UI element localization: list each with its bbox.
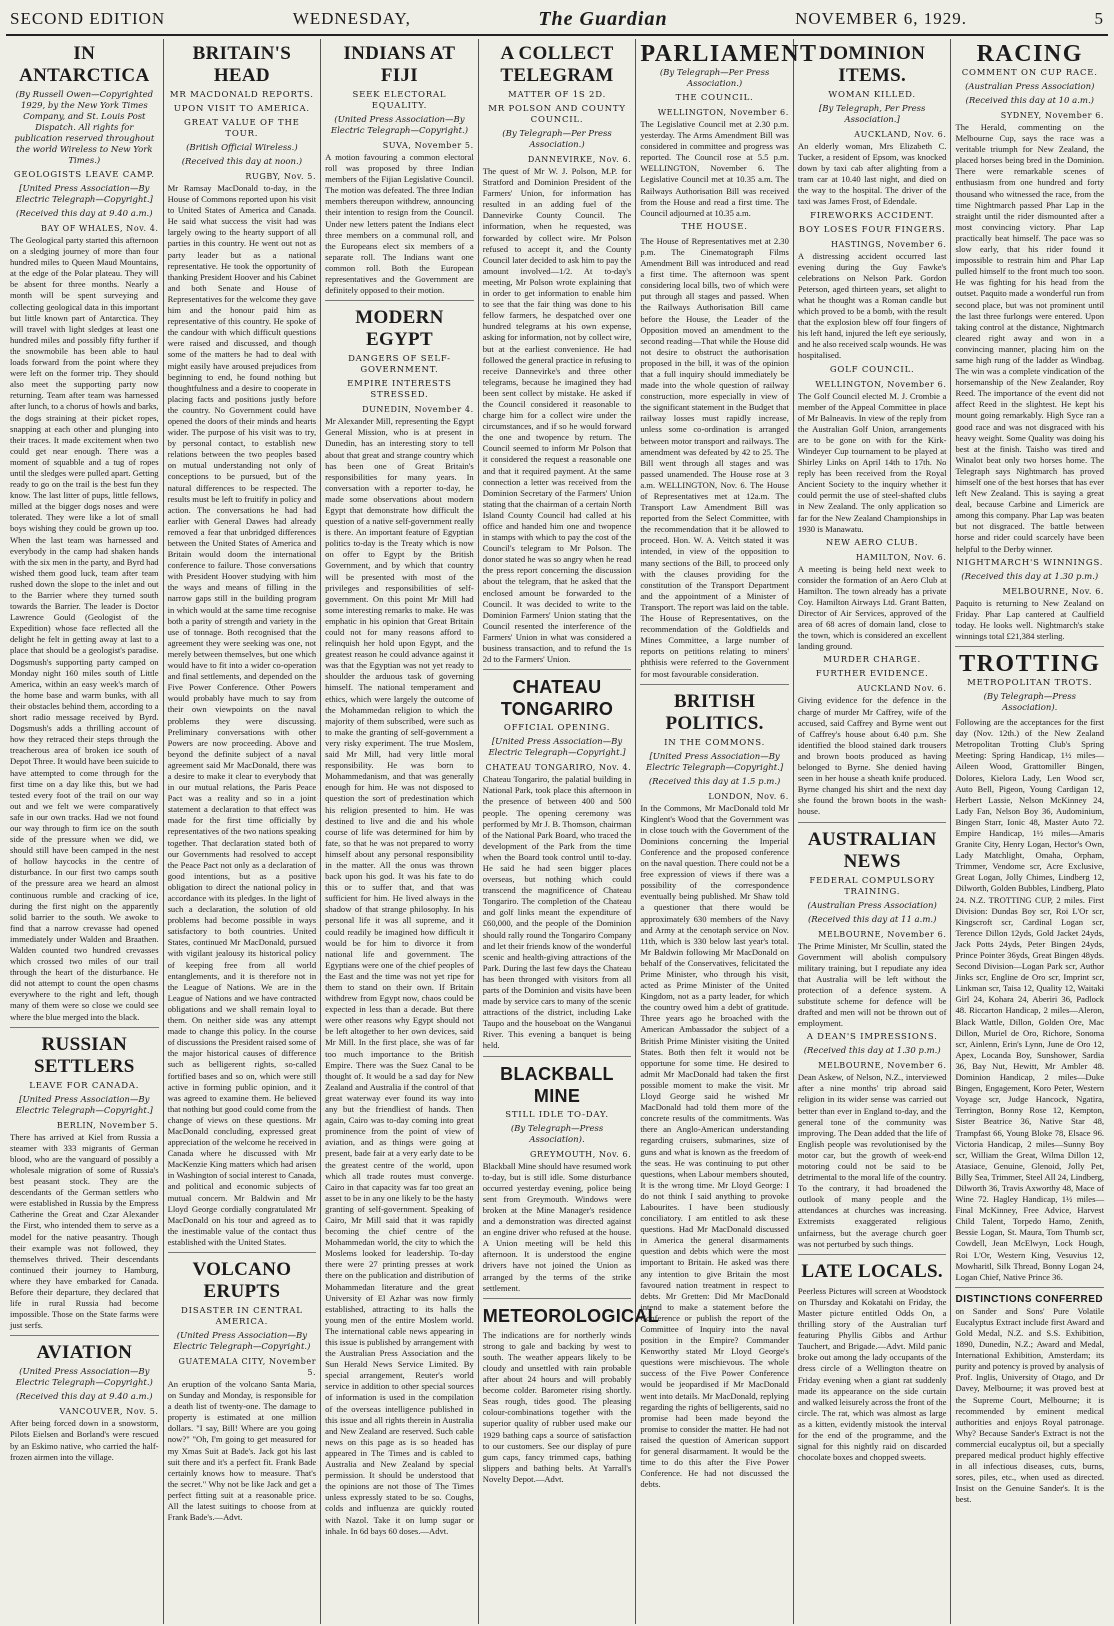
article-body: Peerless Pictures will screen at Woodstock on Thursday and Kokatahi on Friday, the Master picture entitled Odds On, a thrilling story of the Australian turf featuring Phyllis Gibbs and Arthur Tauchert, and Brigade.—Advt. Mild panic broke out among the lady occupants of the dress circle of a Wellington theatre on Friday evening when a giant rat suddenly made its appearance on the side curtain and walked leisurely across the front of the circle. The rat, which was almost as large as a kitten, evidently mistook the interval for the end of the programme, and the signal for this nightly raid on discarded chocolate boxes and chopped sweets. <box>797 1285 947 1463</box>
dateline: HASTINGS, November 6. <box>830 239 947 249</box>
subhead: MR POLSON AND COUNTY COUNCIL. <box>488 104 626 125</box>
columns <box>6 39 1108 1624</box>
page-number: 5 <box>1094 9 1104 28</box>
subhead: WOMAN KILLED. <box>828 90 916 100</box>
article-body: A distressing accident occurred last evening during the Guy Fawke's celebrations on Nelson Park. Gordon Peterson, aged thirteen years, set alight to what he thought was a Roman candle but which proved to be a bomb, with the result that the explosion blew off four fingers of his left hand, injured the left eye seriously, and he also received scalp wounds. He was hospitalised. <box>797 250 947 361</box>
credit: (By Telegraph—Per Press Association.) <box>659 68 770 89</box>
dateline: BAY OF WHALES, Nov. 4. <box>41 224 159 233</box>
article-body: Paquito is returning to New Zealand on Friday. Phar Lap cantered at Caulfield today. He looks well. Nightmarch's stake winnings total £21,384 sterling. <box>955 597 1105 641</box>
headline: AVIATION <box>36 1342 133 1364</box>
subhead: GREAT VALUE OF THE TOUR. <box>184 118 300 139</box>
received-line: (Received this day at 10 a.m.) <box>965 96 1094 106</box>
dateline: WELLINGTON, November 6. <box>815 379 947 389</box>
article-body: Following are the acceptances for the first day (Nov. 12th.) of the New Zealand Metropolitan Trotting Club's Spring Meeting: Spring Handicap, 1½ miles—Aileen Wood, Grattomiller Bingen, Dolores, Kielora Lady, Len Wood scr, Auto Bell, Pigeon, Young Cardigan 12, Herbert Lassie, Nelson McKinney 24, Lady Fan, Nelson Boy 36, Audominium, Bingen Starr, Ionic 48, Master Auto 72. Empire Handicap, 1½ miles—Amaris Granite City, Henry Logan, Hector's Own, Lady Matchlight, Omaha, Orpham, Trimmer, Vendome scr, Acre Exclusive, Great Logan, Jolly Chimes, Lindberg 12, Dilworth, Golden Bubbles, Lindberg, Plato 24. N.Z. TROTTING CUP, 2 miles. First Division: Dundas Boy scr, Roi L'Or scr, Kingscroft scr, Cardinal Logan scr, Terence Dillon 12yds, Gold Jacket 24yds, Jack Potts 24yds, Peter Bingen 24yds, Prince Pointer 36yds, Great Bingen 48yds. Second Division—Logan Park scr, Author Jinks scr, Engline de Oro scr, Imprint scr, Linkman scr, Taisa 12, Quality 12, Waitaki Girl 24, Kohara 24, Aberiri 36, Padlock 48. Riccarton Handicap, 2 miles—Aleron, Black Wattle, Dillon, Golden Ore, Mac Dillon, Muriel de Oro, Richore, Sonoma scr, Ainlenn, Erin's Lynn, June de Oro 12, Apex, Locanda Boy, Sunshower, Sardia 36, Bay Nut, Hewitt, Mr Ambler 48. Dominion Handicap, 2 miles—Duke Bingen, Engagement, Koro Peter, Western Voyage scr, Judge Hancock, Ngatira, Terrington, Bonny Rose 12, Kempton, Sister Beatrice 36, Native Star 48, Trampfast 66, Young Bloke 78, Elsace 96. Victoria Handicap, 2 miles—Sunny Boy scr, William the Great, Wilma Dillon 12, Atasiace, Genuine, Glenoid, Jolly Pet, Billy Sea, Trimmer, Steel All 24, Lindberg, Dilworth 36, Travis Axworthy 48, Mace of Wine 72. Hagley Handicap, 1½ miles—Final McKinney, Free Advice, Harvest Child Talent, Torpedo Hamo, Zenith, Bessie Logan, St. Maura, Tom Thumb scr, Cowdell, Jean McElwyn, Lock Hough, Roi L'Or, Western King, Vesuvius 12, Mowharitl, Silk Thread, Bonny Logan 24, Logan Chief, Native Prince 36. <box>955 717 1105 1282</box>
article-late-locals <box>798 1261 947 1468</box>
credit: (By Telegraph—Per Press Association.) <box>502 129 612 150</box>
article-body: Mr Alexander Mill, representing the Egypt General Mission, who is at present in Dunedin, has an interesting story to tell about that great and strange country which has been one of Great Britain's responsibilities for many years. In conversation with a reporter to-day, he made some observations about modern Egypt that demonstrate how difficult the question of a native self-government really is there. An important feature of Egyptian politics to-day is the Treaty which is now on offer to Egypt by the British Government, and by which that country will be presented with most of the privileges and responsibilities of self-government. On this point Mr Mill had some interesting remarks to make. He was emphatic in his opinion that Great Britain could not for many reasons afford to relinquish her hold upon Egypt, and the greatest reason he could advance against it was that the Egyptian was not yet ready to shoulder the arduous task of governing himself. The national temperament and ethics, which were largely the outcome of the Mohammedan religion to which the majority of them subscribed, were such as to make the granting of self-government a very risky experiment. The true Moslem, said Mr Mill, had very little moral responsibility. He was born to Mohammedanism, and that was generally enough for him. He was not disposed to question the sort of predestination which his religion presented to him. He was destined to live and die and his whole course of life was determined for him by fate, so that he was not prepared to worry himself about any personal responsibility in the matter. All the onus was thrown back upon his god. It was his fate to do this or to suffer that, and that was sufficient for him. He lived always in the shadow of that strange philosophy. In his personal life it was all supreme, and it could readily be imagined how difficult it would be for him to divorce it from national life and government. The Egyptians were one of the chief peoples of the East and the time was not yet ripe for them to stand on their own. If Britain withdrew from Egypt now, chaos could be expected in less than a decade. But there were other reasons why Egypt should not be left altogether to her own devices, said Mr Mill. In the first place, she was of far too much importance to the British Empire. There was the Suez Canal to be thought of. It would be a sad day for New Zealand and Australia if the control of that great waterway ever found its way into any but the friendliest of hands. Then again, Cairo was to-day coming into great prominence from the point of view of aviation, and as things were going at present, bade fair at a very early date to be the greatest centre of the world, upon which all trade routes must converge. Cairo in that capacity was far too great an asset to be in any one likely to be the hasty granting of self-government. Speaking of Cairo, Mr Mill said that it was rapidly becoming the chief centre of the Mohammedan world, the city to which the Moslems looked for leadership. To-day there were 27 printing presses at work there on the publication and distribution of Mohammedan literature and the great University of El Azhar was now firmly established, attracting to its halls the young men of the entire Moslem world. The international cable news appearing in this issue is published by arrangement with the Australian Press Association and the Sun Herald News Service Limited. By special arrangement, Reuter's world service in addition to other special sources of information is used in the compilation of the overseas intelligence published in this issue and all rights therein in Australia and New Zealand are reserved. Such cable news on this page as is so headed has appeared in The Times and is cabled to Australia and New Zealand by special permission. It should be understood that the opinions are not those of The Times unless expressly stated to be so. Coughs, colds and influenza are quickly routed with Nazol. Take it on lump sugar or inhale. In 6d bays 60 doses.—Advt. <box>325 416 474 1536</box>
subhead: MATTER OF 1S 2D. <box>507 90 607 100</box>
credit: [United Press Association—By Electric Telegraph—Copyright.] <box>646 751 784 773</box>
article-body: A motion favouring a common electoral roll was proposed by three Indian members of the Fijian Legislative Council. The motion was defeated. The three Indian members thereupon withdrew, announcing their intention to resign from the Council. Under new letters patent the Indians elect three members on a communal roll, and the Europeans elect six members of a separate roll. The Indians want one common roll. Both the European representatives and the Government are definitely opposed to their motion. <box>325 152 474 296</box>
dateline: SYDNEY, November 6. <box>1000 111 1105 120</box>
paper-title: The Guardian <box>538 7 668 30</box>
credit: (United Press Association—By Electric Telegraph—Copyright.) <box>15 1367 153 1389</box>
article-body: Mr Ramsay MacDonald to-day, in the House of Commons reported upon his visit to United States of America and Canada. He said what success the visit had was largely owing to the hearty support of all parties in this country. He went out not as party leader but as a national representative. He took the opportunity of thanking President Hoover and his Cabinet and both Senate and House of Representatives for the welcome they gave him and the honour paid him as representative of this country. He spoke of the candour with which difficult questions were raised and discussed, and though some of the matters he had to deal with might easily have aroused prejudices from beginning to end, he found nothing but thoughtfulness and a desire to cooperate in placing facts and positions justly before the country. No Government could have opened the doors of their minds and hearts wider. The purpose of his visit was to try, by personal contact, to establish new relations between the two peoples based on mutual understanding not only of conceptions to be pursued, but of the natural differences to be respected. The results must be left to fruitify in policy and action. The conversations he had had earlier with General Dawes had already removed a fear that unbridged differences between the United States of America and Britain would doom the international conference to failure. Those conversations with President Hoover studying with him the ways and means of filling in the narrow gaps still in the building program in which would at the same time recognise both a parity of strength and variety in the use of tonnage. Both recognised that the agreement they were seeking was one, not merely between themselves, but one which would have to fit into a wider co-operation and final settlements, and depended on the Five Power Conference. Other Powers would probably have much to say from their own viewpoints on the naval problems they were discussing. Preliminary conversations with other Powers are now proceeding. Above and beyond the definite subject of a naval agreement said Mr MacDonald, there was a desire to make it clear to everybody that in our mutual relations, the Paris Peace Pact was a reality and so in a joint statement a declaration to that effect was made for the first time officially by representatives of the two nations speaking together. That declaration stated both of our Governments had resolved to accept the Peace Pact not only as a declaration of good intentions, but as a positive obligation to direct the national policy in accordance with its pledges. In the light of such a declaration, the solution of old problems had become possible in ways satisfactory to both countries. United States, continued Mr MacDonald, pursued with vigilant jealousy its historical policy of keeping free from all world entanglements, and it is therefore not in the League of Nations. We are in the League of Nations and we have contracted obligations and we shall remain loyal to them. On neither side was any attempt made to change this policy. In the course of discussions the President raised some of the major historical causes of difference such as belligerent rights, so-called fortified bases and so on, which were still active in forming public opinion, and it was agreed to examine them. He believed that nothing but good could come from the change of views on these questions. Mr MacDonald concluding, expressed great appreciation of the welcome he received in Canada where he discussed with Mr MacKenzie King matters which had arisen in Washington of social interest to Canada, and political and economic subjects of mutual concern. Mr Baldwin and Mr Lloyd George cordially congratulated Mr MacDonald on his tour and agreed as to the inestimable value of the contact thus established with the United States. <box>167 183 317 1247</box>
credit: (British Official Wireless.) <box>186 143 298 153</box>
headline: LATE LOCALS. <box>801 1260 943 1282</box>
credit: (Australian Press Association) <box>965 82 1095 92</box>
dateline: DUNEDIN, November 4. <box>362 405 474 415</box>
column-5 <box>636 39 818 1624</box>
article-body: The indications are for northerly winds strong to gale and backing by west to south. The weather appears likely to be cloudy and unsettled with rain probable after about 24 hours and will probably become colder. Barometer rising shortly. Seas rough, tides good. The pleasing colour-combinations together with the superior quality of rubber used make our 1929 bathing caps a source of satisfaction to our customers. See our display of pure gum caps, fancy trimmed caps, bathing slippers and bathing belts. At Yarrall's Novelty Depot.—Advt. <box>482 1329 632 1484</box>
received-line: (Received this day at noon.) <box>181 157 303 167</box>
dateline: MELBOURNE, November 6. <box>818 929 947 939</box>
headline: RUSSIAN SETTLERS <box>33 1033 135 1077</box>
dateline: HAMILTON, Nov. 6. <box>855 552 947 562</box>
subhead: DISASTER IN CENTRAL AMERICA. <box>181 1306 303 1327</box>
column-7 <box>951 39 1108 1624</box>
subhead: BOY LOSES FOUR FINGERS. <box>798 224 946 235</box>
article-british-politics <box>640 691 789 1495</box>
headline: BRITAIN'S HEAD <box>192 43 292 86</box>
subhead: THE COUNCIL. <box>675 93 754 103</box>
column-1 <box>6 39 164 1624</box>
article-modern-egypt <box>325 307 474 1540</box>
article-body: A meeting is being held next week to consider the formation of an Aero Club at Hamilton. The town already has a private Coy. Hamilton Airways Ltd. Grant Batten, Director of Air Services, approved of the area of 68 acres of domain land, close to the town, which is considered an excellent landing ground. <box>797 563 947 652</box>
subhead: DANGERS OF SELF-GOVERNMENT. <box>348 354 451 376</box>
received-line: (Received this day at 9.40 a.m.) <box>16 209 153 219</box>
subhead: FEDERAL COMPULSORY TRAINING. <box>809 875 935 897</box>
article-australian-news <box>798 829 947 1255</box>
article-russian-settlers <box>10 1034 159 1337</box>
edition-label: SECOND EDITION <box>10 9 166 28</box>
subhead: MURDER CHARGE. <box>823 655 922 666</box>
article-body: Chateau Tongariro, the palatial building in National Park, took place this afternoon in the presence of between 400 and 500 people. The opening ceremony was performed by Mr J. B. Thomson, chairman of the National Park Board, who traced the development of the Park from the time when the Board took control until to-day. He said he had seen bigger places overseas, but nothing which could transcend the magnificence of Chateau Tongariro. The completion of the Chateau and golf links meant the expenditure of £60,000, and the people of the Dominion should rally round the Tongariro Company and let their friends know of the wonderful scenic and health-giving attractions of the Park. During the last few days the Chateau has been thronged with visitors from all parts of the Dominion and visits have been made by service cars to many of the scenic attractions of the district, including Lake Taupo and the houseboat on the Wanganui River. This evening a banquet is being held. <box>482 774 632 1051</box>
masthead <box>6 4 1108 36</box>
headline: A COLLECT TELEGRAM <box>500 43 614 86</box>
headline: INDIANS AT FIJI <box>343 43 456 86</box>
article-body: After being forced down in a snowstorm, Pilots Eielsen and Borland's were rescued by an Eskimo native, who carried the half-frozen airmen into the village. <box>10 1418 159 1462</box>
article-volcano <box>168 1259 317 1527</box>
subhead: A DEAN'S IMPRESSIONS. <box>806 1032 938 1043</box>
headline: DOMINION ITEMS. <box>819 43 926 86</box>
subhead: LEAVE FOR CANADA. <box>29 1080 140 1091</box>
weekday-label: WEDNESDAY, <box>292 9 411 28</box>
subhead: STILL IDLE TO-DAY. <box>505 1109 609 1120</box>
article-body: The Geological party started this afternoon on a sledging journey of more than four hundred miles to Queen Maud Mountains, at the edge of the Polar plateau. They will be absent for three months. Nearly a month will be spent surveying and collecting geological data in this important but little known part of Antarctica. They will travel with light sledges at least one hundred miles and possibly fifty further if the snowmobile has been able to haul loads forward from the point where they were left on the former trip. They should also meet the supporting party now returning. Team after team was harnessed after lunch, to a chorus of howls and barks, the dogs straining at their picket ropes, snapping at each other and plunging into their traces. It made excitement when two could get near enough. There was a moment of squabble and a tug of ropes until the sledges were pulled apart. Getting ready to go on the trail is the best fun they know. The last litter of pups, little fellows, milled at the bigger dogs noses and were tolerated. They were like a lot of small boys wishing they could be grown up too. When the last team was harnessed and everybody in the camp had shaken hands with the six men in the party, and Byrd had wished them good luck, team after team rushed down the slope to the inlet and out to the Barrier where they turned south towards the Barrier. The leader is Doctor Lawrence Gould (Geologist of the Expedition) whose face reflected all the delight he felt in getting away at last to a place that should be a geologist's paradise. Dogsmush's supporting party camped on Monday night 160 miles south of Little America, within an easy week's march of the home base and warm bunks, with all their obstacles behind them, according to a short radio message received by Byrd. Dogsmush's adds a thrilling account of how they retraced their steps through the treacherous area of broken ice south of Depot Three. It would have been suicide to have attempted to come through for the first time on a day like this, but we had tested every foot of the trail on our way out and we felt we were comparatively safe in our own tracks. Had we not found our way through to firm ice on the south side of the pressure when we did, we should still have been camped in the nest of hollow haycocks in the centre of disturbance. In our first two camps south of the pressure area we heard an almost continuous rumble and cracking of ice, during the first night on the apparently solid barrier to the south. We awoke to find that a narrow crevasse had opened immediately under Walden and Braathen. Walden counted two hundred crevasses which crossed two miles of our trail through the heart of the disturbance. He did not attempt to count the open chasms everywhere to the right and left, though many of them were so close we could see where the blue merged into the black. <box>10 235 159 1022</box>
headline: AUSTRALIAN NEWS <box>807 828 937 872</box>
headline: BLACKBALL MINE <box>500 1063 614 1106</box>
headline: BRITISH POLITICS. <box>665 690 764 734</box>
article-body: The Golf Council elected M. J. Crombie a member of the Appeal Committee in place of Mr Balneavis. In view of the reply from the Australian Golf Union, arrangements are to be gone on with for the Kirk-Windeyer Cup tournament to be played at Shirley Links on April 14th to 17th. No reply has been received from the Royal Ancient Society to the inquiry whether it could permit the use of steel-shafted clubs in New Zealand. The only application so far for the New Zealand Championships in 1930 is Manawatu. <box>797 390 947 534</box>
subhead: EMPIRE INTERESTS STRESSED. <box>347 379 452 401</box>
received-line: (Received this day at 9.40 a.m.) <box>16 1392 153 1403</box>
headline: METEOROLOGICAL <box>482 1305 659 1326</box>
article-indians-fiji <box>325 43 474 301</box>
credit: (By Russell Owen—Copyrighted 1929, by the New York Times Company, and St. Louis Post Dispatch. All rights for publication reserved throughout the world Wireless to New York Times.) <box>14 90 155 166</box>
received-line: (Received this day at 1.5 p.m.) <box>648 776 781 787</box>
article-trotting <box>955 653 1104 1288</box>
dateline: BERLIN, November 5. <box>56 1120 159 1130</box>
received-line: (Received this day at 11 a.m.) <box>807 914 937 925</box>
article-parliament <box>640 41 818 685</box>
received-line: (Received this day at 1.30 p.m.) <box>961 571 1099 582</box>
advert-sanders <box>955 1294 1104 1510</box>
dateline: DANNEVIRKE, Nov. 6. <box>527 155 632 164</box>
date-label: NOVEMBER 6, 1929. <box>795 9 967 28</box>
credit: (United Press Association—By Electric Telegraph—Copyright.) <box>330 115 469 136</box>
dateline: AUCKLAND, Nov. 6. <box>854 130 947 139</box>
article-body: An eruption of the volcano Santa Maria, on Sunday and Monday, is responsible for a death list of twenty-one. The damage to property is estimated at one million dollars. "I say, Bill! Where are you going now?" "Oh, I'm going to get measured for my Xmas Suit at Bade's. Jack got his last suit there and it's a perfect fit. Frank Bade certainly knows how to measure. That's the secret." Why not be like Jack and get a perfect fitting suit at a reasonable price. All the latest suitings to choose from at Frank Bade's.—Advt. <box>167 1379 317 1523</box>
dateline: GREYMOUTH, Nov. 6. <box>529 1149 632 1159</box>
dateline: VANCOUVER, Nov. 5. <box>59 1407 159 1417</box>
dateline: RUGBY, Nov. 5. <box>245 172 317 181</box>
dateline: LONDON, Nov. 6. <box>708 791 789 801</box>
credit-line: [United Press Association—By Electric Telegraph—Copyright.] <box>15 184 153 205</box>
headline: PARLIAMENT <box>640 41 818 67</box>
subhead: SEEK ELECTORAL EQUALITY. <box>352 90 447 111</box>
subhead: GEOLOGISTS LEAVE CAMP. <box>13 170 155 180</box>
article-body: Blackball Mine should have resumed work to-day, but is still idle. Some disturbance occurred yesterday evening, police being sent from Greymouth. Windows were broken at the Mine Manager's residence and a demonstration was directed against an engine driver who refused at the house. A Union meeting will be held this afternoon. It is understood the engine drivers have not joined the Union as arranged by the terms of the strike settlement. <box>482 1160 632 1293</box>
received-line: (Received this day at 1.30 p.m.) <box>803 1046 941 1057</box>
subhead: FIREWORKS ACCIDENT. <box>810 210 935 221</box>
credit: [United Press Association—By Electric Telegraph—Copyright.] <box>15 1094 153 1116</box>
article-collect-telegram <box>483 43 632 670</box>
headline: MODERN EGYPT <box>355 307 444 351</box>
dateline: GUATEMALA CITY, November 5. <box>178 1357 317 1377</box>
article-britains-head <box>168 43 317 1253</box>
column-3 <box>321 39 479 1624</box>
subhead: METROPOLITAN TROTS. <box>967 678 1093 689</box>
subhead: COMMENT ON CUP RACE. <box>961 68 1098 78</box>
article-blackball-mine <box>483 1063 632 1299</box>
article-body: Dean Askew, of Nelson, N.Z., interviewed after a nine months' trip abroad said religion in its wider sense was carried out better than ever in England to-day, and the general tone of the community was improving. The Dean added that the life of English people was revolutionised by the motor car, but the growth of week-end motoring could not be said to be detrimental to the moral life of the country. To the contrary, it had broadened the outlook of many people and the attendances at churches was increasing. Extremists exaggerated religious unfairness, but the average church goer was not perturbed by such things. <box>797 1072 947 1249</box>
article-body: The House of Representatives met at 2.30 p.m. The Cinematograph Films Amendment Bill was introduced and read a first time. The afternoon was spent considering local bills, two of which were put through all stages and passed. When the Railways Authorisation Bill came before the House, the Leader of the Opposition moved an amendment to the second reading—That while the House did not desire to obstruct the authorisation proposed in the bill, it was of the opinion that a full inquiry should immediately be made into the whole question of railway construction, more especially in view of the significant statement in the Budget that railway losses must rapidly increase, unless some co-ordination is arranged between motor transport and railways. The amendment was defeated by 42 to 25. The Bill went through all stages and was passed unamended. The House rose at 3 a.m. WELLINGTON, Nov. 6. The House of Representatives met at 12a.m. The Transport Law Amendment Bill was reported from the Select Committee, with the recommendation that it be allowed to proceed. Hon. W. A. Veitch stated it was intended, in view of the opposition to many sections of the Bill, to proceed only with the clauses providing for the constitution of the Transport Department and the appointment of a Minister of Transport. The report was laid on the table. The House of Representatives, on the recommendation of the Goldfields and Mines Committee, a large number of reports on petitions relating to miners' phthisis were referred to the Government for most favourable consideration. <box>640 235 789 679</box>
advert-body: on Sander and Sons' Pure Volatile Eucalyptus Extract include first Award and Gold Medal, N.Z. and S.S. Exhibition, 1890, Dunedin, N.Z.; Award and Medal, International Exhibition, Amsterdam; its purity and potency is proved by analysis of Prof. Inglis, University of Otago, and Dr Davey, Melbourne; it was proved best at the Supreme Court, Melbourne; it is recommended by eminent medical authorities and enjoys Royal patronage. Why? Because Sander's Extract is not the commercial eucalyptus oil, but a specially prepared medical product highly effective in all infectious diseases, cuts, burns, sores, piles, etc., when used as directed. Insist on the Genuine Sander's. It is the best. <box>955 1305 1105 1505</box>
credit: (United Press Association—By Electric Telegraph—Copyright.) <box>173 1331 311 1352</box>
dateline: MELBOURNE, Nov. 6. <box>1002 586 1105 596</box>
column-2 <box>164 39 322 1624</box>
headline: CHATEAU TONGARIRO <box>500 677 614 720</box>
headline: RACING <box>976 41 1083 67</box>
article-antarctica <box>10 43 159 1028</box>
dateline: SUVA, November 5. <box>382 141 474 150</box>
article-chateau-tongariro <box>483 676 632 1056</box>
article-meteorological <box>482 1305 659 1489</box>
credit: (By Telegraph—Press Association). <box>983 692 1076 714</box>
subhead: OFFICIAL OPENING. <box>503 723 611 734</box>
subhead: UPON VISIT TO AMERICA. <box>173 104 310 114</box>
headline: IN ANTARCTICA <box>19 43 150 86</box>
subhead: NIGHTMARCH'S WINNINGS. <box>956 557 1104 568</box>
subhead: NEW AERO CLUB. <box>825 537 919 548</box>
subhead: THE HOUSE. <box>681 221 748 232</box>
subhead: FURTHER EVIDENCE. <box>815 669 929 680</box>
dateline: MELBOURNE, November 6. <box>818 1061 947 1071</box>
headline: TROTTING <box>959 651 1101 678</box>
dateline: AUCKLAND Nov. 6. <box>857 684 947 694</box>
article-body: The Herald, commenting on the Melbourne Cup, says the race was a veritable triumph for New Zealand, the placed horses being bred in the Dominion. There were remarkable scenes of enthusiasm from one hundred and forty thousand who witnessed the race, from the time Nightmarch passed Phar Lap in the straight until the rider dismounted after a most convincing victory. Phar Lap practically beat himself. The pace was so slow early, that his rider found it impossible to restrain him and Phar Lap pulled himself to the front much too soon. He was fighting for his head from the outset. Paquito made a wonderful run from second place, but was not prominent until the last three furlongs were entered. Upon taking control at the distance, Nightmarch cleared right away and won in a convincing manner, placing him on the same high rung of the ladder as Windbag. The win was a complete vindication of the horsemanship of the New Zealander, Roy Reed. The importance of the event did not affect Reed in the slightest. He kept his mount going remarkably. High Syce ran a good race and was not disgraced with his heavy weight. Some Quality was doing his best at the finish. Taisho was tired and Winalot beat only two horses home. The Telegraph says Nightmarch has proved himself one of the best horses that has ever left New Zealand. This is saying a great deal, because Carbine and Limerick are among this company. Phar Lap was beaten but not disgraced. The battle between horse and rider could scarcely have been helpful to the Derby winner. <box>955 122 1105 554</box>
article-aviation <box>10 1342 159 1466</box>
article-body: The Prime Minister, Mr Scullin, stated the Government will abolish compulsory military training, but I repudiate any idea that Australia will be left without the protection of a defence system. A substitute scheme for defence will be drafted and men will not be thrown out of employment. <box>797 940 947 1029</box>
article-body: The Legislative Council met at 2.30 p.m. yesterday. The Arms Amendment Bill was considered in committee and progress was reported. The Council rose at 5.5 p.m. WELLINGTON, November 6. The Legislative Council met at 10.35 a.m. The Railways Authorisation Bill was received from the House and read a first time. The Council adjourned at 10.35 a.m. <box>640 119 789 218</box>
subhead: GOLF COUNCIL. <box>829 364 915 375</box>
column-4 <box>479 39 659 1624</box>
article-racing <box>955 43 1104 647</box>
article-body: An elderly woman, Mrs Elizabeth C. Tucker, a resident of Epsom, was knocked down by taxi cab after alighting from a tram car at 10.40 last night, and died on the way to the hospital. The driver of the taxi was James Frost, of Edendale. <box>797 141 947 207</box>
subhead: IN THE COMMONS. <box>664 737 766 748</box>
article-body: Giving evidence for the defence in the charge of murder Mr Caffrey, wife of the accused, said Caffrey and Byrne went out of Caffrey's house about 6.40 p.m. She identified the blood stained dark trousers and brown boots produced as having belonged to Byrne. She denied having seen in her house a sheath knife produced. Byrne changed his shirt and the next day she found the brown boots in the wash-house. <box>797 695 947 817</box>
headline: VOLCANO ERUPTS <box>192 1259 292 1302</box>
article-body: In the Commons, Mr MacDonald told Mr Kinglent's Wood that the Government was in close touch with the Government of the Dominions concerning the Imperial Conference and the proposed conference on the naval question. There could not be a free expression of views if there was a possibility of the correspondence eventually being published. Mr Shaw told a questioner that there would be approximately 630 members of the Navy and Army at the cenotaph service on Nov. 11th, which is 330 below last year's total. Mr Baldwin following Mr MacDonald on behalf of the Conservatives, felicitated the Prime Minister, who through his visit, acted as Prime Minister of the United Kingdom, not as a party leader, for which the country owed him a debt of gratitude. Three years ago he broached with the American Ambassador the subject of a British Prime Minister visiting the United States. Both then felt it would not be opportune for some time. He desired to admit Mr MacDonald had taken the first possible moment to make the visit. Mr Lloyd George said he wished Mr MacDonald had told them more of the concrete results of the commitments. Was there an Anglo-American understanding regarding cruisers, submarines, size of guns and what is known as the freedom of the seas. He was continuing to put other questions, when Labour members shouted, It is the wrong time. Mr Lloyd George: I do not think I said anything to provoke Labourites. I have been studiously conciliatory. I am entitled to ask these questions. Had Mr MacDonald discussed in America the general disarmaments question and debts which were the most important to Britain. He asked was there any intention to give Britain the most favoured nation treatment in respect to debts. Mr Gretten: Did Mr MacDonald intend to make a statement before the Conference or publish the report of the Committee of Inquiry into the naval position in the Empire? Commander Kenworthy stated Mr Lloyd George's questions were mischievous. The whole success of the Five Power Conference would be jeopardised if Mr MacDonald went into details. Mr MacDonald, replying regarding the rights of belligerents, said no promise had been made beyond the promise to consider the matter. He had not raised the question of American support for general disarmament. It would be the time to do this after the Five Power Conference. He had not discussed the debts. <box>640 802 789 1490</box>
dateline: CHATEAU TONGARIRO, Nov. 4. <box>485 763 632 773</box>
credit: [United Press Association—By Electric Telegraph—Copyright.] <box>488 737 626 759</box>
credit: [By Telegraph, Per Press Association.] <box>818 104 926 125</box>
article-body: The quest of Mr W. J. Polson, M.P. for Stratford and Dominion President of the Farmers' Union, for information has resulted in an adding fuel of the Dannevirke County Council. The information, when he requested, was forwarded by collect wire. Mr Polson refused to accept it, and the County Council later decided to ask him to pay the amount involved—1/2. At to-day's meeting, Mr Polson wrote explaining that in order to get information to enable him to see that the fair thing was done to his fellow farmers, he despatched over one hundred telegrams at his own expense, asking for information, not by collect wire, but at the earliest convenience. He had followed the general practice in refusing to receive Dannevirke's and three other telegrams, because he imagined they had been sent collect by mistake. He asked if the Council considered it reasonable to charge him for a collect wire under the circumstances, and if so he would forward the one and twopence by return. The Council seemed to inform Mr Polson that it considered the request a reasonable one and that it required payment. At the same connection a letter was received from the Dominion Secretary of the Farmers' Union stating that the chairman of a certain North Island County Council had called at his office and handed him one and twopence in stamps with which to pay the cost of the Council's telegram to Mr Polson. The donor stated he was so angry when he read the press report concerning the discussion about the telegram, that he asked that the enclosed amount be forwarded to the Council. It was decided to write to the Dominion Farmers' Union stating that the Council resented the interference of the Farmers' Union in what was considered a business transaction, and to refund the 1s 2d to the Farmers' Union. <box>482 166 632 665</box>
subhead: MR MACDONALD REPORTS. <box>169 90 314 100</box>
column-6 <box>794 39 952 1624</box>
article-dominion-items <box>798 43 947 823</box>
dateline: WELLINGTON, November 6. <box>657 108 789 117</box>
advert-headline: DISTINCTIONS CONFERRED <box>955 1293 1104 1305</box>
article-body: There has arrived at Kiel from Russia a steamer with 333 migrants of German blood, who are the vanguard of possibly a wholesale migration of some of Russia's best peasant stock. They are the descendants of the German settlers who were established in Russia by the Empress Catherine the Great and Czar Alexander the First, who intended them to serve as a model for the native peasantry. Though their example was not followed, they themselves thrived. Their descendants continued their journey to Hamburg, where they have embarked for Canada. Before their departure, they declared that life in rural Russia had become impossible. Those on the State farms were just serfs. <box>10 1131 159 1331</box>
credit: (By Telegraph—Press Association). <box>510 1123 604 1145</box>
credit: (Australian Press Association) <box>807 900 937 911</box>
